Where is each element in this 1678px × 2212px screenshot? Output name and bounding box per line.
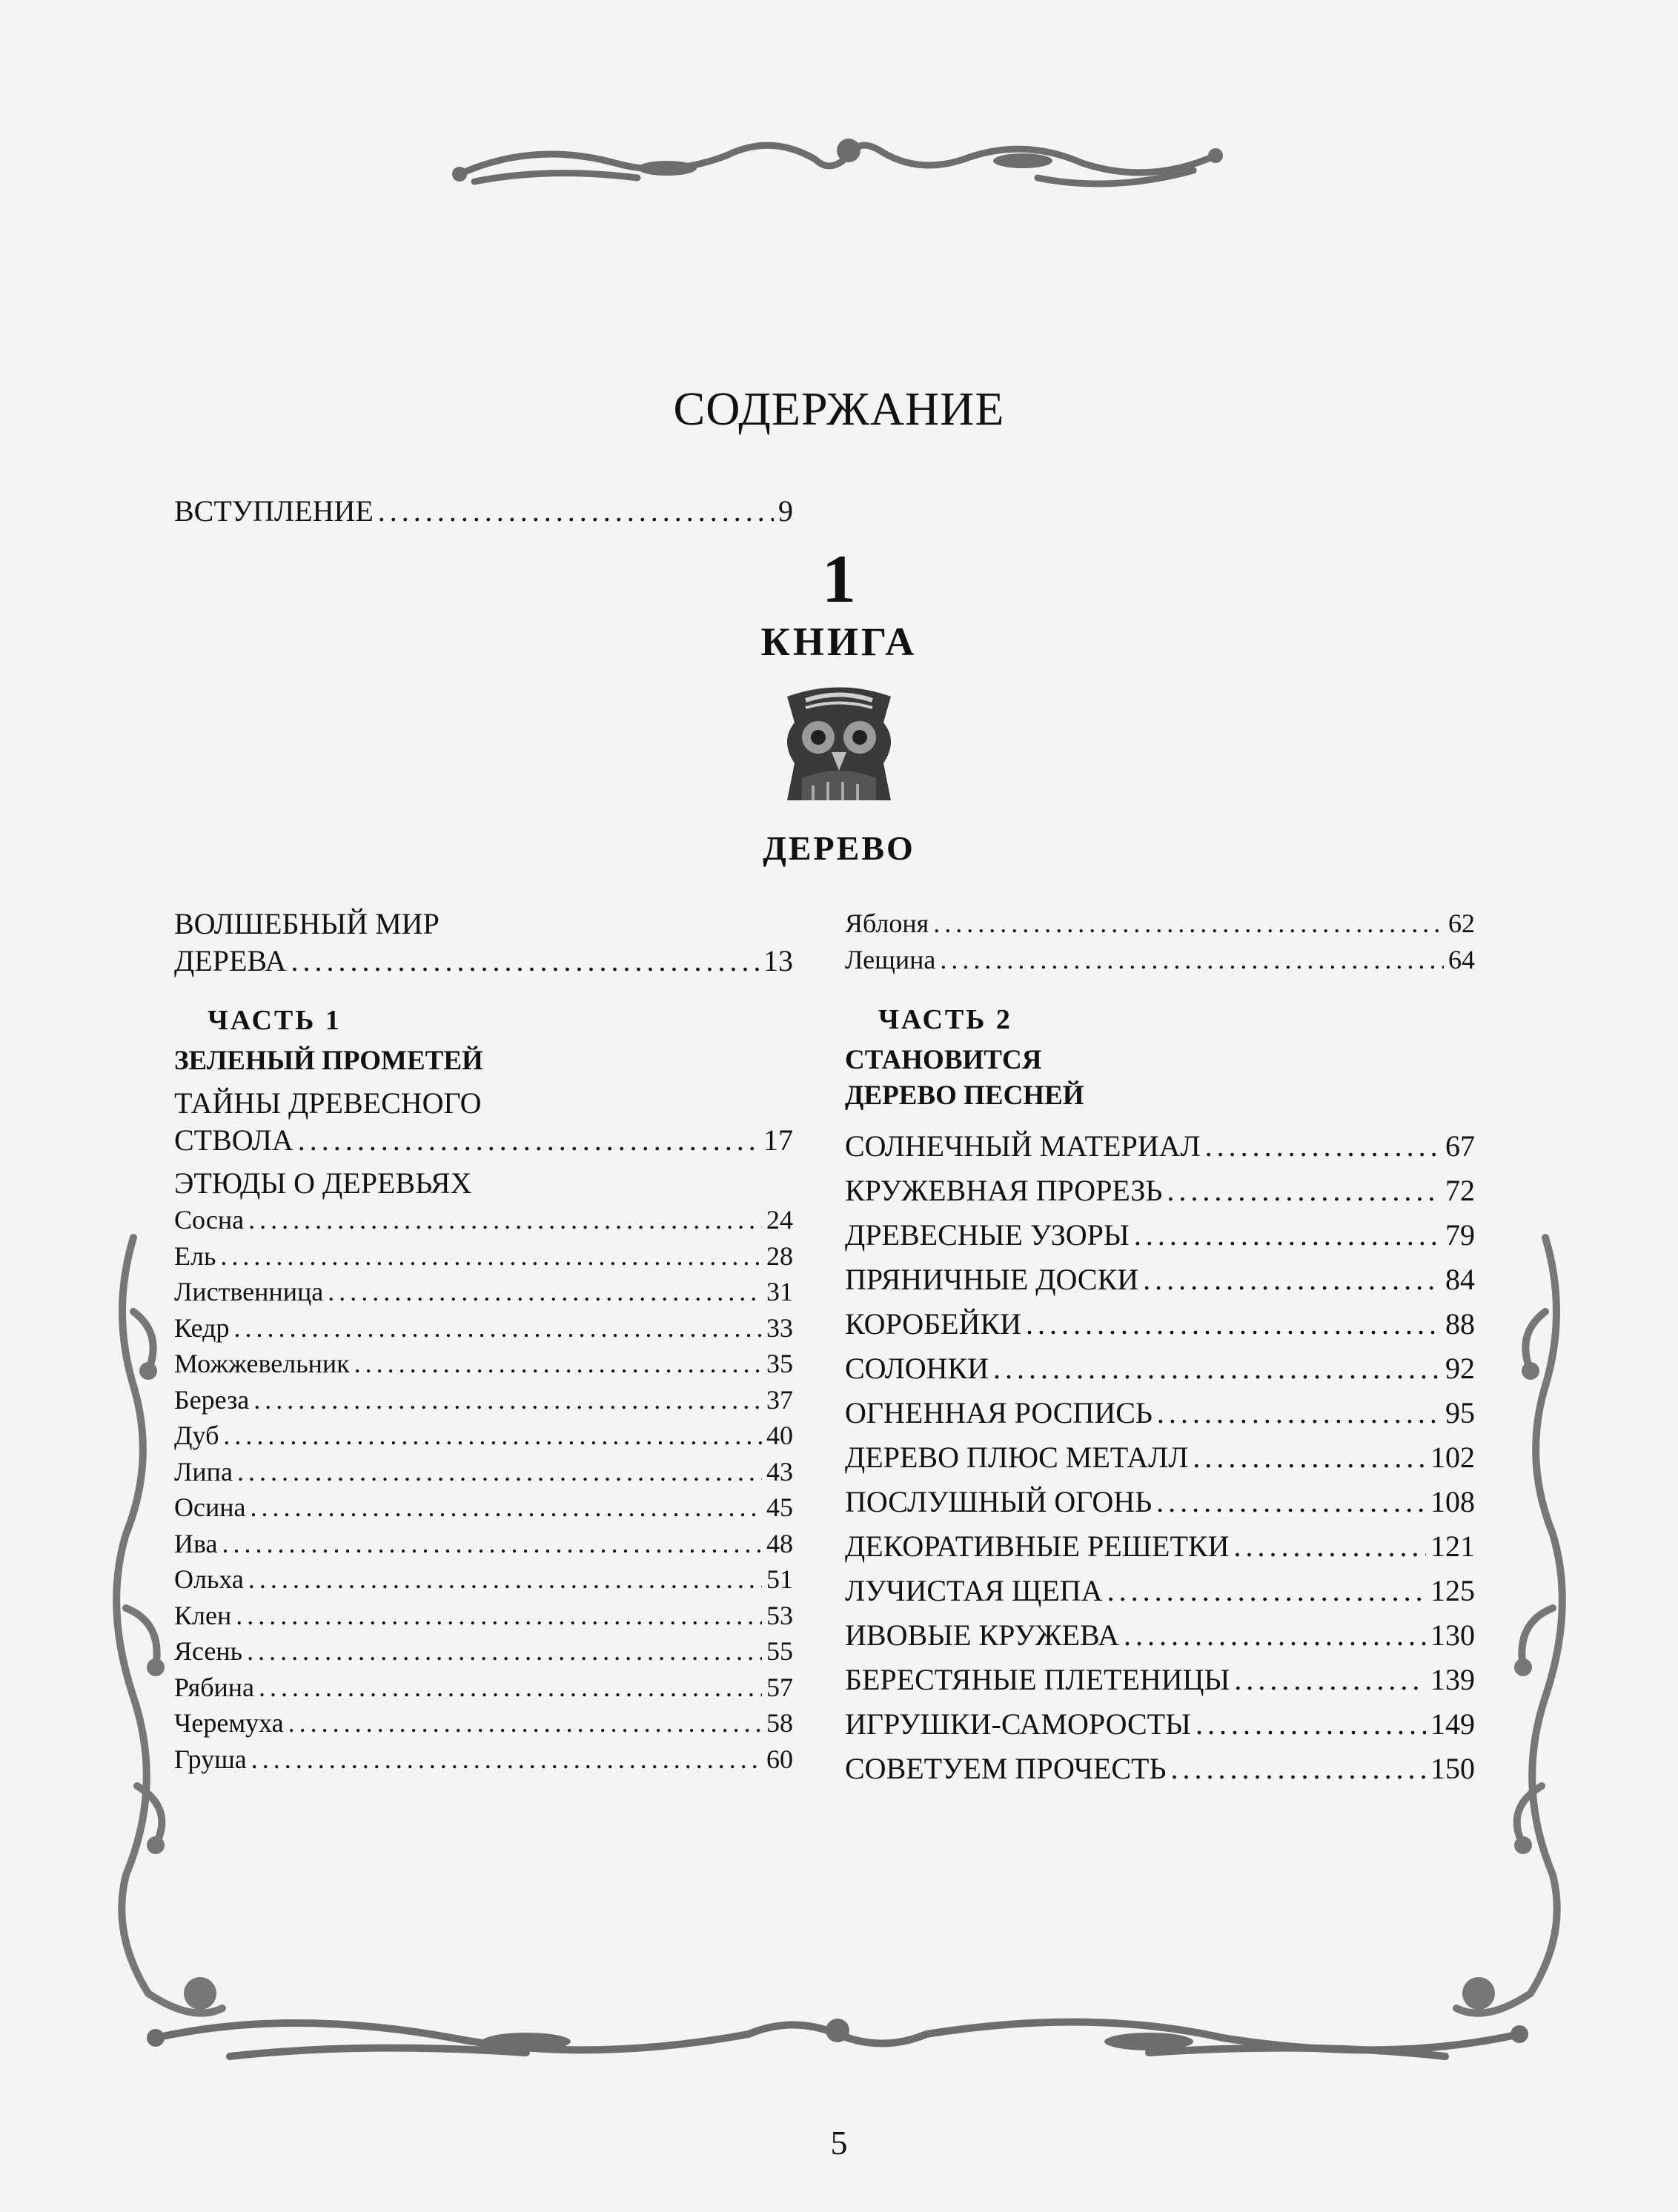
dot-leader xyxy=(259,1670,762,1706)
owl-emblem-icon xyxy=(772,682,906,819)
toc-entry-chapter xyxy=(845,1569,1475,1613)
toc-entry-chapter xyxy=(845,1124,1475,1169)
toc-entry-tree xyxy=(845,942,1475,978)
toc-entry-tree xyxy=(174,1238,793,1275)
toc-entry-page: 67 xyxy=(1445,1129,1475,1163)
dot-leader xyxy=(1143,1258,1441,1302)
toc-entry-intro xyxy=(174,493,793,530)
dot-leader xyxy=(1157,1391,1441,1435)
toc-entry-page: 31 xyxy=(766,1277,793,1306)
toc-entry-page: 102 xyxy=(1430,1441,1475,1474)
dot-leader xyxy=(248,1202,762,1238)
toc-entry-label: Осина xyxy=(174,1492,246,1522)
toc-entry-label: Липа xyxy=(174,1456,233,1487)
part-title: ЗЕЛЕНЫЙ ПРОМЕТЕЙ xyxy=(174,1046,483,1076)
toc-entry-page: 130 xyxy=(1430,1618,1475,1652)
toc-entry-page: 40 xyxy=(766,1421,793,1450)
toc-entry-label: ЛУЧИСТАЯ ЩЕПА xyxy=(845,1574,1103,1607)
toc-entry-page: 28 xyxy=(766,1240,793,1271)
dot-leader xyxy=(220,1238,762,1275)
dot-leader xyxy=(940,942,1444,978)
dot-leader xyxy=(248,1561,762,1598)
dot-leader xyxy=(291,943,759,980)
dot-leader xyxy=(1167,1169,1441,1213)
toc-entry-label: СОВЕТУЕМ ПРОЧЕСТЬ xyxy=(845,1752,1167,1785)
toc-entry-tree xyxy=(174,1202,793,1238)
toc-entry-label: Яблоня xyxy=(845,909,929,938)
dot-leader xyxy=(233,1310,762,1346)
toc-entry-page: 88 xyxy=(1445,1307,1475,1341)
toc-entry-chapter xyxy=(845,1702,1475,1747)
dot-leader xyxy=(328,1274,762,1310)
toc-entry-page: 58 xyxy=(766,1708,793,1738)
page-number: 5 xyxy=(830,2124,848,2162)
toc-entry-chapter xyxy=(845,1435,1475,1480)
toc-entry-tree xyxy=(174,1561,793,1598)
toc-entry-label: ИГРУШКИ-САМОРОСТЫ xyxy=(845,1707,1191,1741)
toc-entry-chapter xyxy=(845,1613,1475,1658)
toc-entry-label: Рябина xyxy=(174,1672,255,1702)
toc-entry-label: ДЕКОРАТИВНЫЕ РЕШЕТКИ xyxy=(845,1530,1230,1563)
toc-entry-chapter xyxy=(845,1480,1475,1524)
toc-entry-page: 60 xyxy=(766,1744,793,1774)
toc-entry-page: 92 xyxy=(1445,1352,1475,1385)
toc-entry-page: 53 xyxy=(766,1600,793,1630)
toc-entry-tree xyxy=(174,1670,793,1706)
toc-entry-page: 62 xyxy=(1448,909,1475,938)
toc-entry-tree xyxy=(174,1346,793,1382)
toc-entry-page: 57 xyxy=(766,1672,793,1702)
dot-leader xyxy=(933,906,1444,942)
toc-entry-label: Ольха xyxy=(174,1564,244,1594)
toc-entry-page: 84 xyxy=(1445,1263,1475,1296)
toc-entry-chapter xyxy=(845,1302,1475,1346)
dot-leader xyxy=(253,1382,762,1418)
dot-leader xyxy=(1234,1658,1426,1702)
toc-entry-page: 9 xyxy=(778,494,793,528)
dot-leader xyxy=(298,1122,759,1159)
dot-leader xyxy=(222,1526,763,1562)
toc-entry-label: Лещина xyxy=(845,944,936,974)
toc-entry-page: 48 xyxy=(766,1528,793,1558)
toc-entry-label: ДЕРЕВО ПЛЮС МЕТАЛЛ xyxy=(845,1441,1189,1474)
toc-entry-tree xyxy=(174,1741,793,1778)
toc-entry-chapter xyxy=(845,1524,1475,1569)
dot-leader xyxy=(1193,1435,1426,1480)
toc-entry-page: 72 xyxy=(1445,1174,1475,1207)
toc-left-column xyxy=(174,906,793,1777)
toc-entry-label: СОЛОНКИ xyxy=(845,1352,989,1385)
part-label: ЧАСТЬ 1 xyxy=(208,1005,342,1036)
toc-entry-tree xyxy=(174,1705,793,1741)
toc-entry-label: ИВОВЫЕ КРУЖЕВА xyxy=(845,1618,1120,1652)
toc-right-column xyxy=(845,906,1475,1791)
toc-entry-label: ТАЙНЫ ДРЕВЕСНОГО xyxy=(174,1086,482,1120)
dot-leader xyxy=(223,1418,762,1454)
toc-entry-label: ВСТУПЛЕНИЕ xyxy=(174,494,374,528)
right-side-flourish-ornament-icon xyxy=(1449,1223,1575,2053)
toc-entry-page: 149 xyxy=(1430,1707,1475,1741)
dot-leader xyxy=(1156,1480,1426,1524)
toc-entry-page: 35 xyxy=(766,1349,793,1378)
toc-entry-tree xyxy=(174,1382,793,1418)
tree-list xyxy=(174,1202,793,1777)
toc-entry-label: БЕРЕСТЯНЫЕ ПЛЕТЕНИЦЫ xyxy=(845,1663,1230,1696)
dot-leader xyxy=(1233,1524,1426,1569)
left-side-flourish-ornament-icon xyxy=(104,1223,230,2053)
toc-entry-chapter xyxy=(845,1213,1475,1258)
toc-entry-label: ДЕРЕВА xyxy=(174,944,287,977)
book-label: КНИГА xyxy=(760,620,918,664)
toc-entry-page: 125 xyxy=(1430,1574,1475,1607)
toc-entry-tree xyxy=(174,1598,793,1634)
toc-entry-label: Кедр xyxy=(174,1312,230,1343)
toc-entry-page: 139 xyxy=(1430,1663,1475,1696)
toc-entry-chapter xyxy=(845,1747,1475,1791)
toc-entry-page: 121 xyxy=(1430,1530,1475,1563)
toc-entry-label: Дуб xyxy=(174,1421,219,1450)
dot-leader xyxy=(251,1741,762,1778)
toc-entry-chapter xyxy=(845,1169,1475,1213)
toc-entry-label: ПРЯНИЧНЫЕ ДОСКИ xyxy=(845,1263,1139,1296)
toc-entry-label: Береза xyxy=(174,1384,250,1415)
dot-leader xyxy=(1205,1124,1441,1169)
toc-entry-page: 64 xyxy=(1448,944,1475,974)
toc-entry-label: Клен xyxy=(174,1600,232,1630)
dot-leader xyxy=(378,493,774,530)
book-subject: ДЕРЕВО xyxy=(763,829,915,867)
toc-entry-label: СОЛНЕЧНЫЙ МАТЕРИАЛ xyxy=(845,1129,1201,1163)
toc-entry-label: Груша xyxy=(174,1744,247,1774)
toc-entry-chapter xyxy=(845,1346,1475,1391)
toc-entry-label: КОРОБЕЙКИ xyxy=(845,1307,1022,1341)
toc-entry-page: 37 xyxy=(766,1384,793,1415)
toc-entry-chapter xyxy=(845,1258,1475,1302)
toc-entry-page: 17 xyxy=(763,1123,793,1157)
dot-leader xyxy=(247,1633,762,1670)
toc-entry-page: 55 xyxy=(766,1636,793,1666)
toc-entry-chapter xyxy=(845,1391,1475,1435)
dot-leader xyxy=(237,1454,762,1490)
toc-entry-label: ОГНЕННАЯ РОСПИСЬ xyxy=(845,1396,1153,1429)
toc-entry-tree xyxy=(174,1310,793,1346)
chapter-list xyxy=(845,1124,1475,1791)
toc-entry-tree xyxy=(174,1526,793,1562)
toc-entry-page: 79 xyxy=(1445,1218,1475,1252)
dot-leader xyxy=(236,1598,762,1634)
toc-entry-page: 43 xyxy=(766,1456,793,1487)
part-title-line-1: СТАНОВИТСЯ xyxy=(845,1045,1042,1075)
toc-entry-page: 45 xyxy=(766,1492,793,1522)
toc-entry-page: 108 xyxy=(1430,1485,1475,1518)
dot-leader xyxy=(1196,1702,1426,1747)
dot-leader xyxy=(1107,1569,1426,1613)
toc-entry-label: Лиственница xyxy=(174,1277,324,1306)
toc-entry-tree xyxy=(174,1454,793,1490)
part-title-line-2: ДЕРЕВО ПЕСНЕЙ xyxy=(845,1080,1084,1111)
dot-leader xyxy=(1134,1213,1441,1258)
toc-entry-label: СТВОЛА xyxy=(174,1123,294,1157)
toc-entry-magic-world xyxy=(174,943,793,980)
toc-entry-label: КРУЖЕВНАЯ ПРОРЕЗЬ xyxy=(845,1174,1163,1207)
dot-leader xyxy=(993,1346,1441,1391)
toc-entry-page: 24 xyxy=(766,1205,793,1235)
toc-entry-tree xyxy=(174,1489,793,1526)
part-label: ЧАСТЬ 2 xyxy=(878,1004,1012,1035)
top-flourish-ornament-icon xyxy=(445,122,1230,204)
toc-entry-label: Черемуха xyxy=(174,1708,284,1738)
toc-entry-label: ДРЕВЕСНЫЕ УЗОРЫ xyxy=(845,1218,1130,1252)
toc-entry-tree xyxy=(845,906,1475,942)
toc-entry-label: Сосна xyxy=(174,1205,245,1235)
section-heading: ЭТЮДЫ О ДЕРЕВЬЯХ xyxy=(174,1166,472,1200)
toc-entry-tree xyxy=(174,1274,793,1310)
toc-entry-chapter xyxy=(845,1658,1475,1702)
toc-entry-label: ВОЛШЕБНЫЙ МИР xyxy=(174,907,440,940)
toc-entry-label: Ясень xyxy=(174,1636,243,1666)
toc-entry-page: 95 xyxy=(1445,1396,1475,1429)
dot-leader xyxy=(1026,1302,1441,1346)
toc-entry-label: Ива xyxy=(174,1528,218,1558)
bottom-flourish-ornament-icon xyxy=(141,1993,1534,2075)
toc-entry-tree xyxy=(174,1633,793,1670)
toc-entry-label: Можжевельник xyxy=(174,1349,350,1378)
page-title: СОДЕРЖАНИЕ xyxy=(673,382,1005,435)
toc-entry-label: Ель xyxy=(174,1240,216,1271)
dot-leader xyxy=(288,1705,762,1741)
book-number: 1 xyxy=(822,541,856,617)
dot-leader xyxy=(251,1489,763,1526)
toc-entry-tree xyxy=(174,1418,793,1454)
dot-leader xyxy=(1170,1747,1426,1791)
toc-entry-label: ПОСЛУШНЫЙ ОГОНЬ xyxy=(845,1485,1153,1518)
toc-entry-page: 33 xyxy=(766,1312,793,1343)
toc-entry-page: 13 xyxy=(763,944,793,977)
toc-entry-secrets xyxy=(174,1122,793,1159)
dot-leader xyxy=(354,1346,762,1382)
dot-leader xyxy=(1124,1613,1426,1658)
toc-entry-page: 51 xyxy=(766,1564,793,1594)
toc-entry-page: 150 xyxy=(1430,1752,1475,1785)
